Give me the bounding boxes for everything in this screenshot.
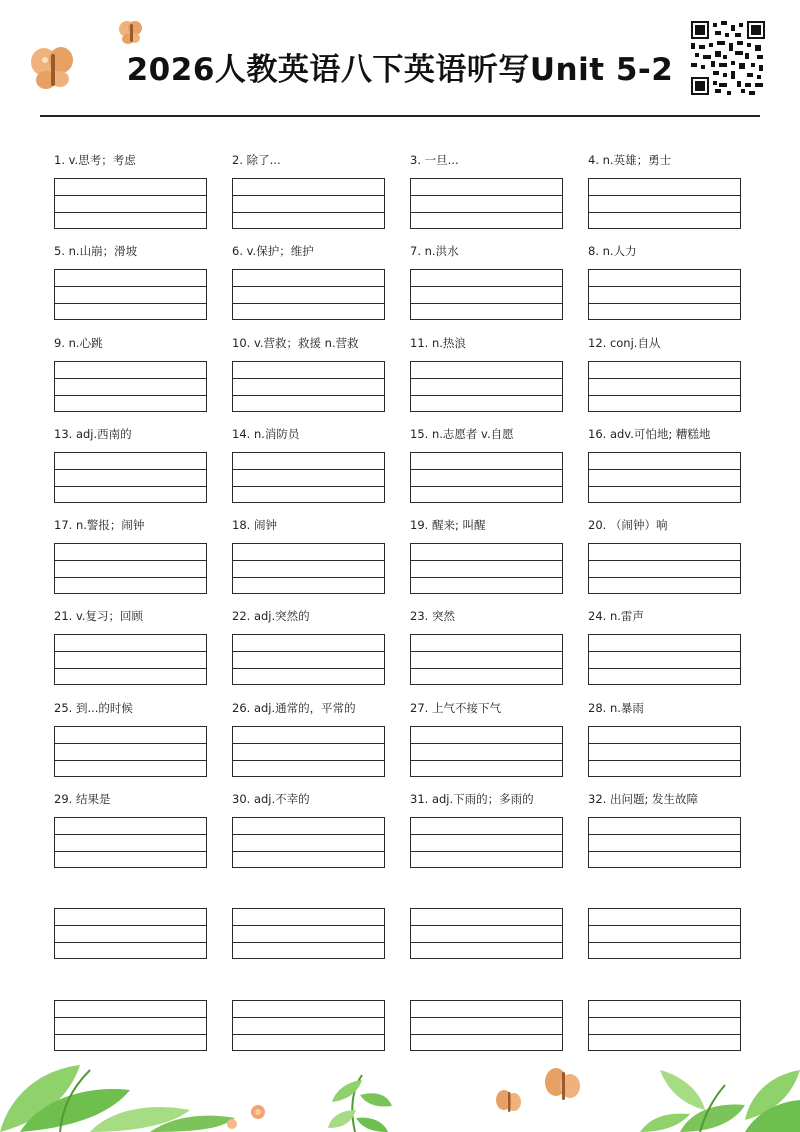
butterfly-icon [117, 18, 145, 46]
page-title: 2026人教英语八下英语听写Unit 5-2 [126, 52, 674, 88]
item-label: 11. n.热浪 [410, 335, 466, 350]
item-label: 6. v.保护；维护 [232, 244, 314, 259]
dictation-item [232, 518, 410, 609]
dictation-item [232, 701, 410, 792]
item-label: 14. n.消防员 [232, 426, 300, 441]
item-label: 12. conj.自从 [588, 335, 661, 350]
leaf-icon [328, 1075, 392, 1132]
dictation-item [54, 792, 232, 883]
dictation-item [410, 427, 588, 518]
item-label: 27. 上气不接下气 [410, 700, 501, 715]
item-label: 28. n.暴雨 [588, 700, 644, 715]
writing-box [588, 634, 741, 685]
item-label: 18. 闹钟 [232, 518, 277, 533]
dictation-item [588, 792, 766, 883]
item-label: 3. 一旦... [410, 153, 459, 167]
leaf-icon [0, 1065, 235, 1132]
item-label: 8. n.人力 [588, 244, 637, 259]
item-label: 16. adv.可怕地; 糟糕地 [588, 426, 711, 441]
item-label: 20. （闹钟）响 [588, 518, 668, 533]
item-label: 13. adj.西南的 [54, 426, 132, 441]
writing-box [410, 726, 563, 777]
writing-box [410, 361, 563, 412]
dictation-item [588, 518, 766, 609]
dictation-item [54, 244, 232, 335]
dictation-item [410, 609, 588, 700]
item-label [232, 883, 410, 897]
dictation-item [232, 609, 410, 700]
writing-box [232, 543, 385, 594]
item-label [410, 883, 588, 897]
item-label: 22. adj.突然的 [232, 609, 310, 624]
writing-box [54, 726, 207, 777]
dictation-item [410, 336, 588, 427]
writing-box [232, 634, 385, 685]
qr-code-icon [691, 21, 765, 95]
dictation-item [232, 883, 410, 974]
dictation-item [232, 153, 410, 244]
item-label: 23. 突然 [410, 609, 455, 624]
writing-box [410, 543, 563, 594]
writing-box [232, 817, 385, 868]
item-label: 26. adj.通常的，平常的 [232, 700, 356, 715]
item-label [588, 975, 766, 989]
dictation-item [588, 153, 766, 244]
dictation-item [54, 336, 232, 427]
dictation-item [54, 518, 232, 609]
item-label: 10. v.营救；救援 n.营救 [232, 335, 359, 350]
writing-box [588, 269, 741, 320]
leaf-decoration [0, 1040, 800, 1132]
dictation-item [54, 883, 232, 974]
dictation-item [410, 701, 588, 792]
writing-box [54, 269, 207, 320]
writing-box [410, 269, 563, 320]
item-label: 31. adj.下雨的；多雨的 [410, 792, 534, 807]
dictation-item [588, 701, 766, 792]
dictation-item [410, 792, 588, 883]
dictation-item [410, 518, 588, 609]
dictation-item [54, 701, 232, 792]
item-label: 29. 结果是 [54, 792, 111, 807]
writing-box [588, 543, 741, 594]
writing-box [410, 178, 563, 229]
dictation-item [54, 427, 232, 518]
dictation-item [410, 883, 588, 974]
item-label: 19. 醒来; 叫醒 [410, 518, 486, 533]
writing-box [232, 269, 385, 320]
writing-box [410, 452, 563, 503]
item-label: 4. n.英雄；勇士 [588, 153, 672, 167]
dictation-item [232, 244, 410, 335]
dictation-item [232, 792, 410, 883]
dictation-grid [54, 153, 754, 1066]
item-label: 25. 到...的时候 [54, 700, 133, 715]
header-divider [40, 115, 760, 117]
writing-box [54, 908, 207, 959]
writing-box [588, 908, 741, 959]
writing-box [232, 452, 385, 503]
dictation-item [588, 883, 766, 974]
item-label: 9. n.心跳 [54, 335, 103, 350]
writing-box [232, 361, 385, 412]
item-label: 24. n.雷声 [588, 609, 644, 624]
item-label [54, 883, 232, 897]
writing-box [54, 178, 207, 229]
writing-box [232, 726, 385, 777]
dictation-item [232, 336, 410, 427]
writing-box [54, 634, 207, 685]
writing-box [588, 817, 741, 868]
dictation-item [410, 244, 588, 335]
item-label: 32. 出问题; 发生故障 [588, 792, 698, 807]
dictation-item [232, 427, 410, 518]
writing-box [54, 543, 207, 594]
butterfly-icon [496, 1068, 580, 1112]
writing-box [54, 361, 207, 412]
dictation-item [54, 153, 232, 244]
item-label: 21. v.复习；回顾 [54, 609, 144, 624]
writing-box [410, 908, 563, 959]
item-label: 2. 除了... [232, 153, 281, 167]
item-label [588, 883, 766, 897]
item-label [232, 975, 410, 989]
dictation-item [588, 609, 766, 700]
dictation-item [588, 427, 766, 518]
flower-icon [227, 1105, 265, 1129]
item-label: 1. v.思考；考虑 [54, 153, 136, 167]
item-label: 5. n.山崩；滑坡 [54, 244, 138, 259]
writing-box [410, 634, 563, 685]
dictation-item [410, 153, 588, 244]
writing-box [232, 908, 385, 959]
writing-box [588, 178, 741, 229]
writing-box [54, 817, 207, 868]
item-label: 15. n.志愿者 v.自愿 [410, 426, 514, 441]
writing-box [232, 178, 385, 229]
writing-box [588, 452, 741, 503]
item-label: 7. n.洪水 [410, 244, 459, 259]
leaf-icon [640, 1070, 800, 1132]
item-label [54, 975, 232, 989]
dictation-item [588, 244, 766, 335]
dictation-item [54, 609, 232, 700]
item-label: 30. adj.不幸的 [232, 792, 310, 807]
writing-box [410, 817, 563, 868]
dictation-item [588, 336, 766, 427]
item-label [410, 975, 588, 989]
writing-box [588, 361, 741, 412]
writing-box [588, 726, 741, 777]
item-label: 17. n.警报；闹钟 [54, 518, 145, 533]
writing-box [54, 452, 207, 503]
